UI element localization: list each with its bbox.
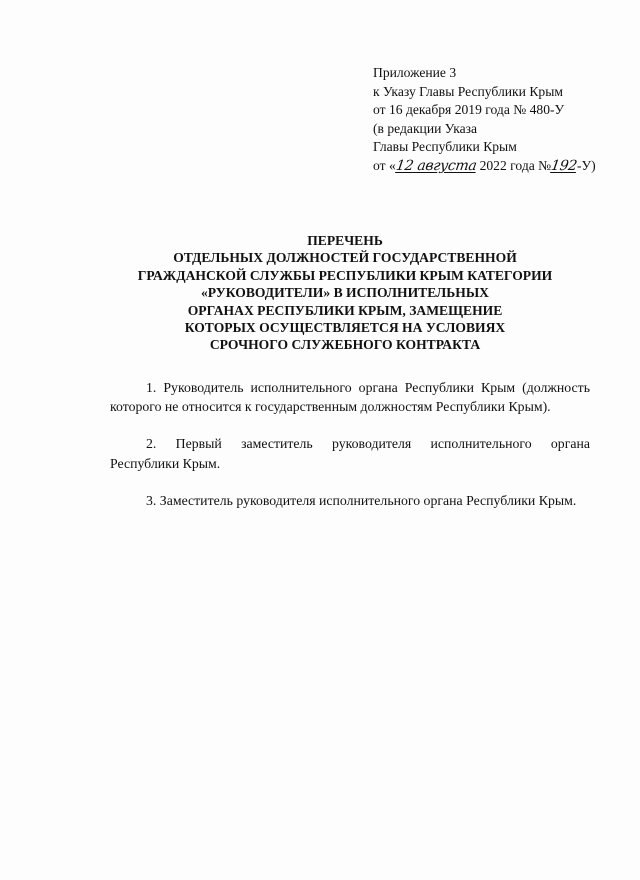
list-item xyxy=(110,378,590,416)
appendix-header xyxy=(373,64,633,175)
appendix-line: (в редакции Указа xyxy=(373,120,478,136)
list-item-line: которого не относится к государственным должностям Республики Крым). xyxy=(110,399,551,415)
title-line: СРОЧНОГО СЛУЖЕБНОГО КОНТРАКТА xyxy=(209,337,481,353)
number-suffix: -У) xyxy=(576,157,596,173)
handwritten-number: 192 xyxy=(550,157,579,174)
appendix-line: от 16 декабря 2019 года № 480-У xyxy=(373,102,565,117)
title-line: ОТДЕЛЬНЫХ ДОЛЖНОСТЕЙ ГОСУДАРСТВЕННОЙ xyxy=(173,250,517,266)
title-line: ОРГАНАХ РЕСПУБЛИКИ КРЫМ, ЗАМЕЩЕНИЕ xyxy=(187,302,503,318)
title-line: КОТОРЫХ ОСУЩЕСТВЛЯЕТСЯ НА УСЛОВИЯХ xyxy=(184,320,506,336)
list-item xyxy=(110,491,590,510)
appendix-line: Главы Республики Крым xyxy=(373,139,517,154)
date-prefix: от « xyxy=(373,157,396,173)
document-title xyxy=(110,232,580,354)
list-item-line: Республики Крым. xyxy=(110,455,221,471)
title-line: ПЕРЕЧЕНЬ xyxy=(307,233,383,248)
list-item-line: 1. Руководитель исполнительного органа Республики Крым (должность xyxy=(146,380,590,395)
appendix-line: к Указу Главы Республики Крым xyxy=(373,83,563,99)
list-item-line: 2. Первый заместитель руководителя исполнительного органа xyxy=(146,436,590,452)
list-item xyxy=(110,434,590,472)
date-middle: 2022 года № xyxy=(476,157,552,173)
title-line: ГРАЖДАНСКОЙ СЛУЖБЫ РЕСПУБЛИКИ КРЫМ КАТЕГОРИИ xyxy=(137,267,553,283)
list-item-line: 3. Заместитель руководителя исполнительного органа Республики Крым. xyxy=(146,492,577,508)
document-body xyxy=(110,378,590,528)
appendix-date-line xyxy=(373,157,633,176)
appendix-line: Приложение 3 xyxy=(373,65,457,80)
handwritten-date: 12 августа xyxy=(394,157,478,174)
title-line: «РУКОВОДИТЕЛИ» В ИСПОЛНИТЕЛЬНЫХ xyxy=(201,285,489,301)
